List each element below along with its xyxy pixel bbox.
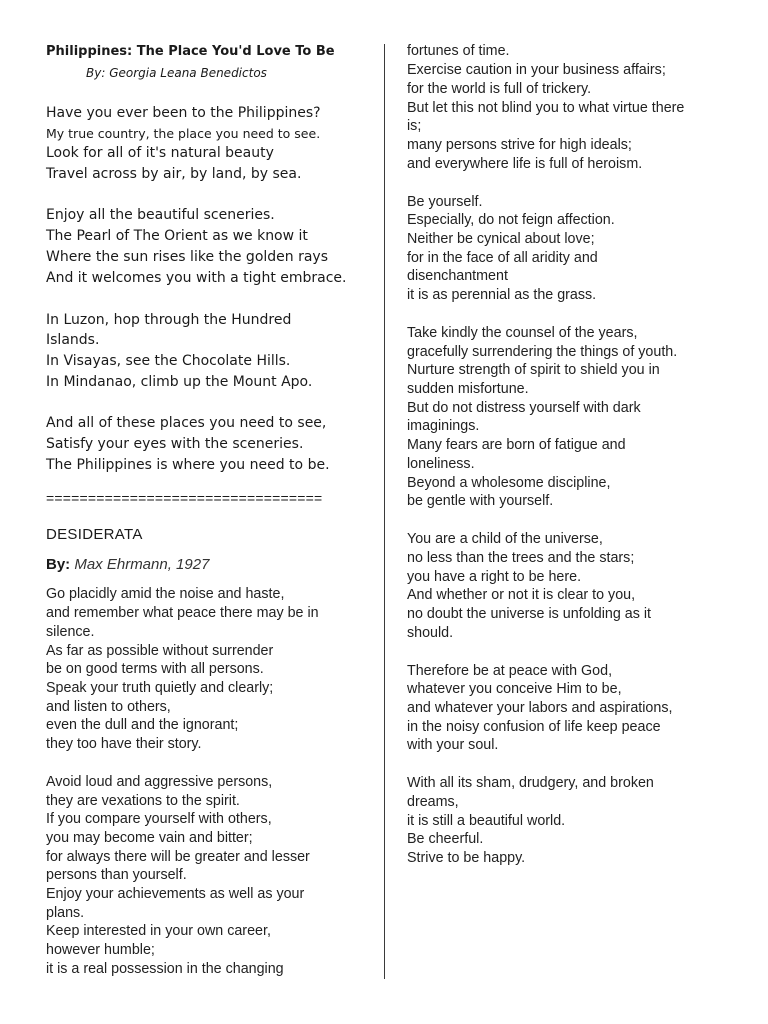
text-line: silence. [46,624,95,640]
text-line: Enjoy your achievements as well as your [46,886,305,902]
text-line: But let this not blind you to what virtue there [407,100,685,116]
text-line: My true country, the place you need to see. [46,126,321,141]
text-line: Islands. [46,332,100,348]
text-line: Travel across by air, by land, by sea. [46,166,302,182]
text-line: and listen to others, [46,699,171,715]
text-line: and everywhere life is full of heroism. [407,156,643,172]
text-line: Neither be cynical about love; [407,231,595,247]
text-line: Where the sun rises like the golden rays [46,249,329,265]
text-line: for always there will be greater and lesser [46,849,310,865]
text-line: And it welcomes you with a tight embrace. [46,270,347,286]
text-line: Many fears are born of fatigue and [407,437,626,453]
desiderata-byline [46,556,209,573]
text-line: Go placidly amid the noise and haste, [46,586,285,602]
text-line: disenchantment [407,268,508,284]
poem-title: Philippines: The Place You'd Love To Be [46,44,335,59]
poem-author: By: Georgia Leana Benedictos [86,66,267,80]
text-line: In Mindanao, climb up the Mount Apo. [46,374,313,390]
text-line: gracefully surrendering the things of youth. [407,344,678,360]
text-line: Therefore be at peace with God, [407,663,613,679]
text-line: Enjoy all the beautiful sceneries. [46,207,275,223]
text-line: And all of these places you need to see, [46,415,327,431]
text-line: it is still a beautiful world. [407,813,566,829]
text-line: fortunes of time. [407,43,510,59]
text-line: plans. [46,905,85,921]
text-line: no doubt the universe is unfolding as it [407,606,652,622]
text-line: imaginings. [407,418,480,434]
text-line: should. [407,625,454,641]
text-line: Keep interested in your own career, [46,923,271,939]
text-line: Avoid loud and aggressive persons, [46,774,273,790]
text-line: many persons strive for high ideals; [407,137,632,153]
text-line: In Luzon, hop through the Hundred [46,312,292,328]
text-line: be gentle with yourself. [407,493,554,509]
text-line: Look for all of it's natural beauty [46,145,274,161]
text-line: they too have their story. [46,736,202,752]
text-line: And whether or not it is clear to you, [407,587,636,603]
text-line: sudden misfortune. [407,381,529,397]
text-line: The Philippines is where you need to be. [46,457,330,473]
byline-author: Max Ehrmann, 1927 [74,556,210,573]
text-line: Exercise caution in your business affairs; [407,62,666,78]
text-line: however humble; [46,942,155,958]
text-line: Have you ever been to the Philippines? [46,105,321,121]
text-line: they are vexations to the spirit. [46,793,240,809]
byline-label: By: [46,556,71,573]
text-line: be on good terms with all persons. [46,661,264,677]
text-line: for in the face of all aridity and [407,250,598,266]
text-line: dreams, [407,794,459,810]
text-line: loneliness. [407,456,475,472]
text-line: You are a child of the universe, [407,531,603,547]
text-line: Strive to be happy. [407,850,526,866]
text-line: Nurture strength of spirit to shield you in [407,362,660,378]
text-line: is; [407,118,422,134]
text-line: In Visayas, see the Chocolate Hills. [46,353,291,369]
column-divider [384,44,385,979]
text-line: it is a real possession in the changing [46,961,284,977]
text-line: no less than the trees and the stars; [407,550,635,566]
text-line: The Pearl of The Orient as we know it [46,228,308,244]
desiderata-title: DESIDERATA [46,526,143,543]
text-line: Beyond a wholesome discipline, [407,475,611,491]
text-line: Be yourself. [407,194,483,210]
text-line: Speak your truth quietly and clearly; [46,680,274,696]
text-line: persons than yourself. [46,867,187,883]
text-line: If you compare yourself with others, [46,811,272,827]
text-line: you have a right to be here. [407,569,582,585]
separator-line: ================================= [46,490,323,506]
text-line: whatever you conceive Him to be, [407,681,622,697]
text-line: and remember what peace there may be in [46,605,319,621]
text-line: and whatever your labors and aspirations, [407,700,673,716]
text-line: With all its sham, drudgery, and broken [407,775,654,791]
text-line: it is as perennial as the grass. [407,287,597,303]
text-line: for the world is full of trickery. [407,81,592,97]
text-line: Be cheerful. [407,831,484,847]
text-line: As far as possible without surrender [46,643,274,659]
text-line: Satisfy your eyes with the sceneries. [46,436,304,452]
text-line: you may become vain and bitter; [46,830,253,846]
text-line: Especially, do not feign affection. [407,212,615,228]
text-line: But do not distress yourself with dark [407,400,641,416]
text-line: even the dull and the ignorant; [46,717,239,733]
text-line: in the noisy confusion of life keep peace [407,719,661,735]
text-line: with your soul. [407,737,499,753]
text-line: Take kindly the counsel of the years, [407,325,638,341]
